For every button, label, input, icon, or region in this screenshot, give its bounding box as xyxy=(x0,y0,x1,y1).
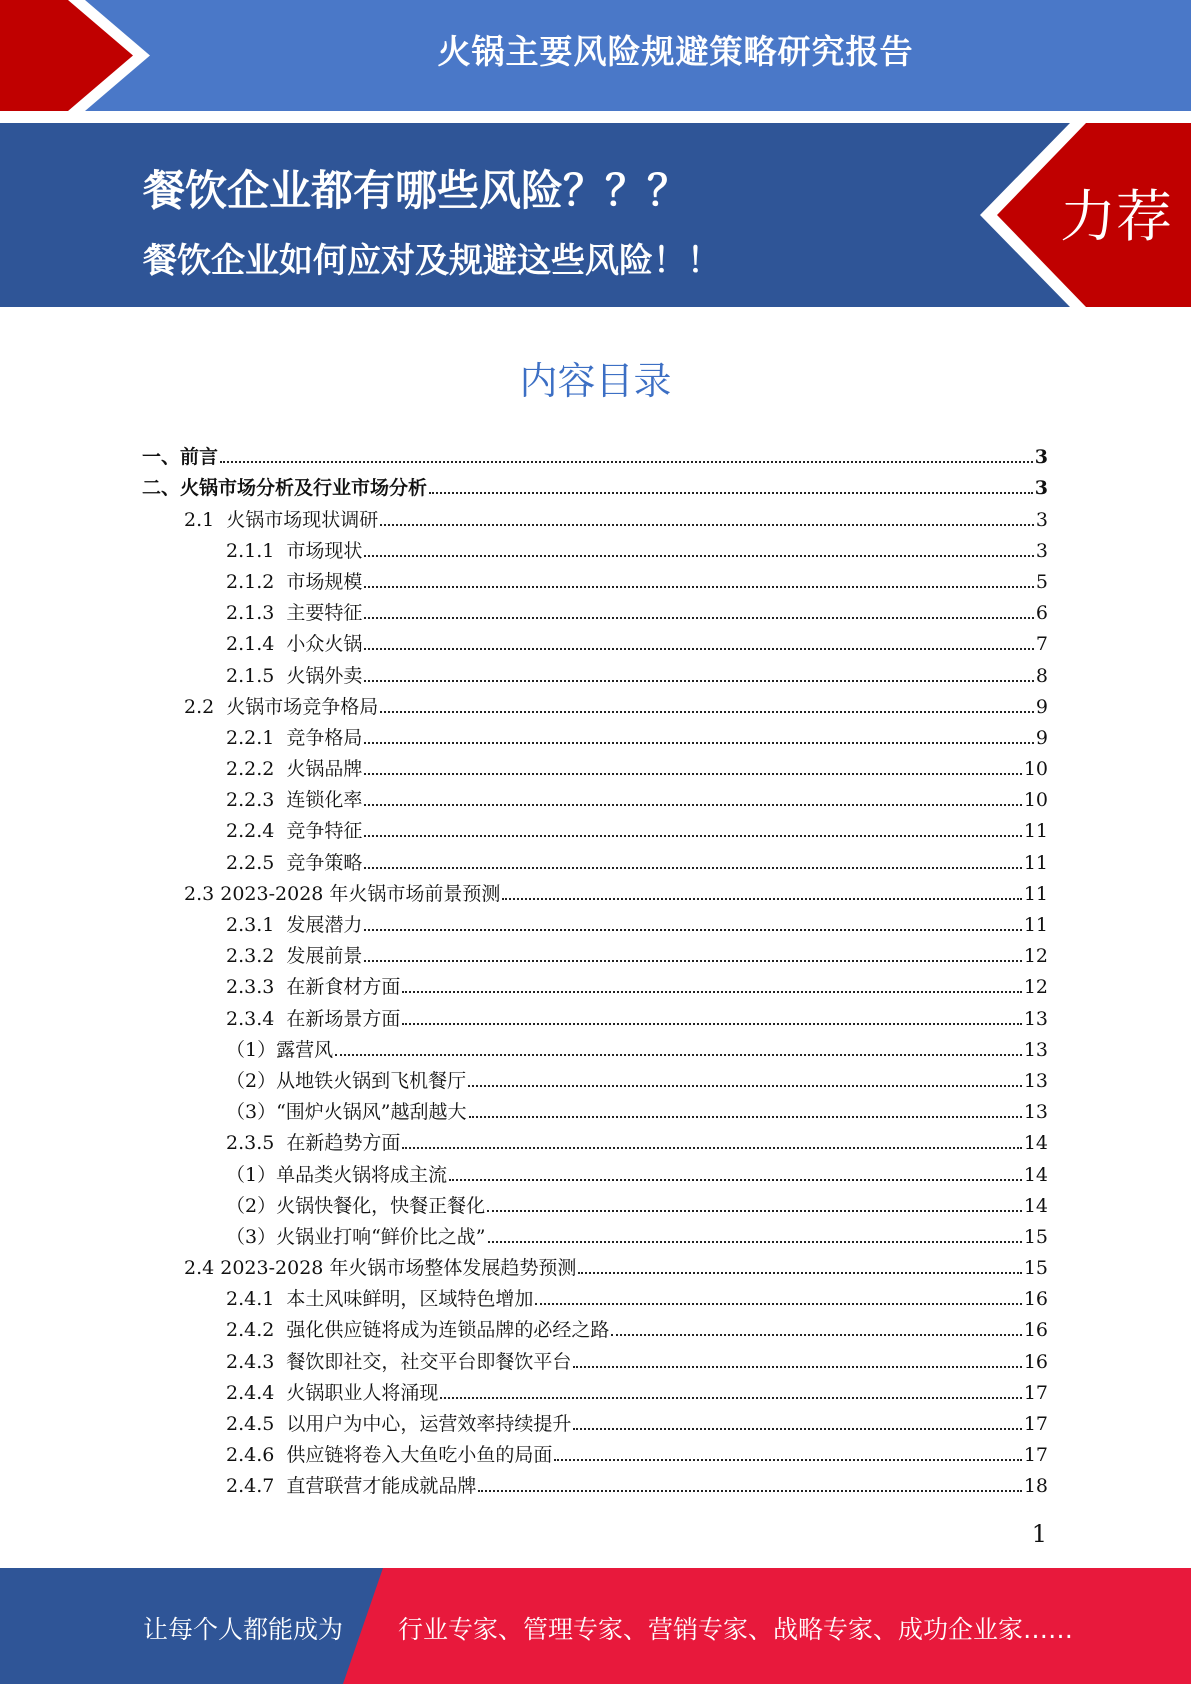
page-number: 1 xyxy=(1031,1520,1047,1548)
toc-entry[interactable] xyxy=(142,1279,1048,1310)
toc-dot-leader xyxy=(364,960,1021,962)
toc-entry-label: 2.2.4 竞争特征 xyxy=(226,820,363,843)
toc-entry[interactable] xyxy=(142,1466,1048,1497)
toc-entry-label: 2.4.2 强化供应链将成为连锁品牌的必经之路 xyxy=(226,1319,610,1342)
footer-slogan-right: 行业专家、管理专家、营销专家、战略专家、成功企业家…… xyxy=(398,1615,1074,1644)
toc-entry[interactable] xyxy=(142,655,1048,686)
toc-dot-leader xyxy=(364,929,1021,931)
toc-entry-page: 5 xyxy=(1035,570,1048,593)
toc-entry-label: （1）单品类火锅将成主流 xyxy=(226,1163,448,1186)
toc-dot-leader xyxy=(380,524,1034,526)
toc-entry-label: 2.4.3 餐饮即社交，社交平台即餐饮平台 xyxy=(226,1350,572,1373)
toc-entry[interactable] xyxy=(142,749,1048,780)
toc-entry[interactable] xyxy=(142,1310,1048,1341)
toc-entry-label: （1）露营风 xyxy=(226,1038,334,1061)
report-title: 火锅主要风险规避策略研究报告 xyxy=(437,32,914,71)
toc-entry-label: 2.1.1 市场现状 xyxy=(226,539,363,562)
toc-entry-page: 7 xyxy=(1035,633,1048,656)
table-of-contents xyxy=(142,437,1048,1497)
red-chevron-decoration xyxy=(0,0,160,111)
toc-dot-leader xyxy=(380,711,1034,713)
toc-entry-label: 2.4.6 供应链将卷入大鱼吃小鱼的局面 xyxy=(226,1444,553,1467)
toc-entry[interactable] xyxy=(142,874,1048,905)
toc-entry-label: 2.2 火锅市场竞争格局 xyxy=(184,695,379,718)
toc-entry-page: 10 xyxy=(1023,758,1048,781)
toc-entry[interactable] xyxy=(142,531,1048,562)
headline-banner xyxy=(0,123,1191,307)
toc-entry-label: （2）火锅快餐化，快餐正餐化 xyxy=(226,1194,486,1217)
toc-entry-page: 13 xyxy=(1023,1101,1048,1124)
toc-entry-page: 16 xyxy=(1023,1350,1048,1373)
toc-dot-leader xyxy=(502,898,1021,900)
toc-entry[interactable] xyxy=(142,1030,1048,1061)
toc-dot-leader xyxy=(364,804,1021,806)
toc-entry-page: 9 xyxy=(1035,695,1048,718)
toc-entry-label: 2.4.5 以用户为中心，运营效率持续提升 xyxy=(226,1413,572,1435)
toc-entry-page: 3 xyxy=(1035,508,1048,531)
toc-entry[interactable] xyxy=(142,437,1048,468)
toc-dot-leader xyxy=(469,1116,1022,1118)
toc-dot-leader xyxy=(364,555,1033,557)
toc-entry[interactable] xyxy=(142,624,1048,655)
toc-entry-page: 6 xyxy=(1035,602,1048,625)
top-banner xyxy=(0,0,1191,111)
toc-dot-leader xyxy=(468,1085,1022,1087)
toc-dot-leader xyxy=(402,1023,1021,1025)
toc-entry-page: 17 xyxy=(1023,1413,1048,1435)
toc-entry-page: 12 xyxy=(1023,945,1048,968)
toc-dot-leader xyxy=(488,1241,1022,1243)
toc-dot-leader xyxy=(364,835,1021,837)
toc-entry[interactable] xyxy=(142,780,1048,811)
toc-entry-page: 3 xyxy=(1035,539,1048,562)
toc-entry[interactable] xyxy=(142,562,1048,593)
toc-entry-page: 18 xyxy=(1023,1475,1048,1498)
toc-entry-label: 2.1.2 市场规模 xyxy=(226,570,363,593)
toc-dot-leader xyxy=(220,461,1033,463)
toc-entry-label: 2.1.4 小众火锅 xyxy=(226,633,363,656)
headline-risks-answer: 餐饮企业如何应对及规避这些风险！！ xyxy=(143,241,721,281)
toc-dot-leader xyxy=(429,492,1033,494)
toc-entry-label: 2.3.4 在新场景方面 xyxy=(226,1007,401,1030)
toc-dot-leader xyxy=(364,742,1033,744)
footer-slogan-left: 让每个人都能成为 xyxy=(143,1615,344,1644)
toc-dot-leader xyxy=(535,1303,1021,1305)
toc-entry-page: 13 xyxy=(1023,1038,1048,1061)
toc-entry-label: 2.1 火锅市场现状调研 xyxy=(184,508,379,531)
toc-dot-leader xyxy=(578,1272,1021,1274)
toc-entry[interactable] xyxy=(142,1061,1048,1092)
toc-entry[interactable] xyxy=(142,1373,1048,1404)
toc-entry-label: 2.4 2023-2028 年火锅市场整体发展趋势预测 xyxy=(184,1257,577,1280)
toc-dot-leader xyxy=(487,1210,1022,1212)
toc-dot-leader xyxy=(364,648,1033,650)
toc-entry[interactable] xyxy=(142,718,1048,749)
toc-entry-page: 3 xyxy=(1034,446,1048,469)
toc-entry[interactable] xyxy=(142,842,1048,873)
toc-dot-leader xyxy=(478,1490,1021,1492)
toc-entry-page: 12 xyxy=(1023,976,1048,999)
toc-entry[interactable] xyxy=(142,1186,1048,1217)
toc-entry[interactable] xyxy=(142,1248,1048,1279)
toc-entry-label: （2）从地铁火锅到飞机餐厅 xyxy=(226,1069,467,1092)
toc-entry-page: 14 xyxy=(1023,1194,1048,1217)
toc-entry[interactable] xyxy=(142,1404,1048,1435)
toc-dot-leader xyxy=(449,1179,1022,1181)
toc-entry-page: 11 xyxy=(1023,914,1048,936)
toc-entry[interactable] xyxy=(142,499,1048,530)
toc-entry-label: 二、火锅市场分析及行业市场分析 xyxy=(142,477,428,500)
toc-dot-leader xyxy=(402,991,1021,993)
toc-entry[interactable] xyxy=(142,1123,1048,1154)
toc-entry-label: （3）火锅业打响“鲜价比之战” xyxy=(226,1225,486,1248)
toc-title: 内容目录 xyxy=(519,359,672,403)
toc-dot-leader xyxy=(364,773,1021,775)
toc-entry-label: 一、前言 xyxy=(142,446,219,469)
toc-dot-leader xyxy=(364,867,1021,869)
toc-dot-leader xyxy=(335,1054,1022,1056)
toc-entry-label: 2.4.7 直营联营才能成就品牌 xyxy=(226,1475,477,1498)
toc-dot-leader xyxy=(573,1366,1021,1368)
toc-entry-label: 2.3.5 在新趋势方面 xyxy=(226,1132,401,1155)
toc-dot-leader xyxy=(611,1334,1021,1336)
toc-entry-label: 2.3.3 在新食材方面 xyxy=(226,976,401,999)
toc-entry-page: 3 xyxy=(1034,477,1048,500)
toc-dot-leader xyxy=(402,1147,1021,1149)
toc-entry[interactable] xyxy=(142,1435,1048,1466)
toc-entry-page: 11 xyxy=(1023,820,1048,843)
toc-entry-page: 14 xyxy=(1023,1163,1048,1186)
toc-entry[interactable] xyxy=(142,905,1048,936)
headline-risks-question: 餐饮企业都有哪些风险？？？ xyxy=(143,166,690,215)
toc-entry-label: 2.2.3 连锁化率 xyxy=(226,789,363,812)
toc-entry[interactable] xyxy=(142,936,1048,967)
toc-entry-page: 15 xyxy=(1023,1257,1048,1280)
toc-entry-page: 8 xyxy=(1035,664,1048,687)
toc-entry-page: 13 xyxy=(1023,1069,1048,1092)
toc-dot-leader xyxy=(364,680,1033,682)
toc-entry-label: 2.3.1 发展潜力 xyxy=(226,914,363,936)
toc-entry[interactable] xyxy=(142,1154,1048,1185)
footer-banner xyxy=(0,1568,1191,1684)
toc-entry-label: 2.2.2 火锅品牌 xyxy=(226,758,363,781)
toc-dot-leader xyxy=(440,1397,1021,1399)
toc-entry-page: 16 xyxy=(1023,1319,1048,1342)
toc-entry[interactable] xyxy=(142,811,1048,842)
toc-entry-page: 17 xyxy=(1023,1444,1048,1467)
toc-entry[interactable] xyxy=(142,998,1048,1029)
toc-entry-page: 14 xyxy=(1023,1132,1048,1155)
toc-entry-label: 2.4.4 火锅职业人将涌现 xyxy=(226,1381,439,1404)
toc-dot-leader xyxy=(573,1428,1021,1430)
toc-entry[interactable] xyxy=(142,687,1048,718)
toc-entry-page: 15 xyxy=(1023,1225,1048,1248)
toc-entry[interactable] xyxy=(142,1092,1048,1123)
toc-dot-leader xyxy=(554,1459,1021,1461)
toc-entry-page: 11 xyxy=(1023,882,1048,905)
toc-entry-label: 2.4.1 本土风味鲜明，区域特色增加 xyxy=(226,1288,534,1311)
toc-entry[interactable] xyxy=(142,967,1048,998)
toc-entry[interactable] xyxy=(142,1341,1048,1372)
toc-entry-label: 2.2.5 竞争策略 xyxy=(226,851,363,874)
toc-entry-label: 2.3 2023-2028 年火锅市场前景预测 xyxy=(184,882,501,905)
toc-entry-page: 11 xyxy=(1023,851,1048,874)
toc-dot-leader xyxy=(364,617,1033,619)
toc-entry-page: 9 xyxy=(1035,726,1048,749)
toc-dot-leader xyxy=(364,586,1033,588)
recommend-badge: 力荐 xyxy=(1060,185,1172,250)
toc-entry[interactable] xyxy=(142,593,1048,624)
toc-entry-label: 2.3.2 发展前景 xyxy=(226,945,363,968)
toc-entry-page: 17 xyxy=(1023,1381,1048,1404)
toc-entry-label: 2.1.3 主要特征 xyxy=(226,602,363,625)
toc-entry-label: 2.2.1 竞争格局 xyxy=(226,726,363,749)
toc-entry-page: 13 xyxy=(1023,1007,1048,1030)
toc-entry[interactable] xyxy=(142,1217,1048,1248)
toc-entry[interactable] xyxy=(142,468,1048,499)
toc-entry-label: （3）“围炉火锅风”越刮越大 xyxy=(226,1101,467,1124)
toc-entry-page: 10 xyxy=(1023,789,1048,812)
toc-entry-page: 16 xyxy=(1023,1288,1048,1311)
toc-entry-label: 2.1.5 火锅外卖 xyxy=(226,664,363,687)
